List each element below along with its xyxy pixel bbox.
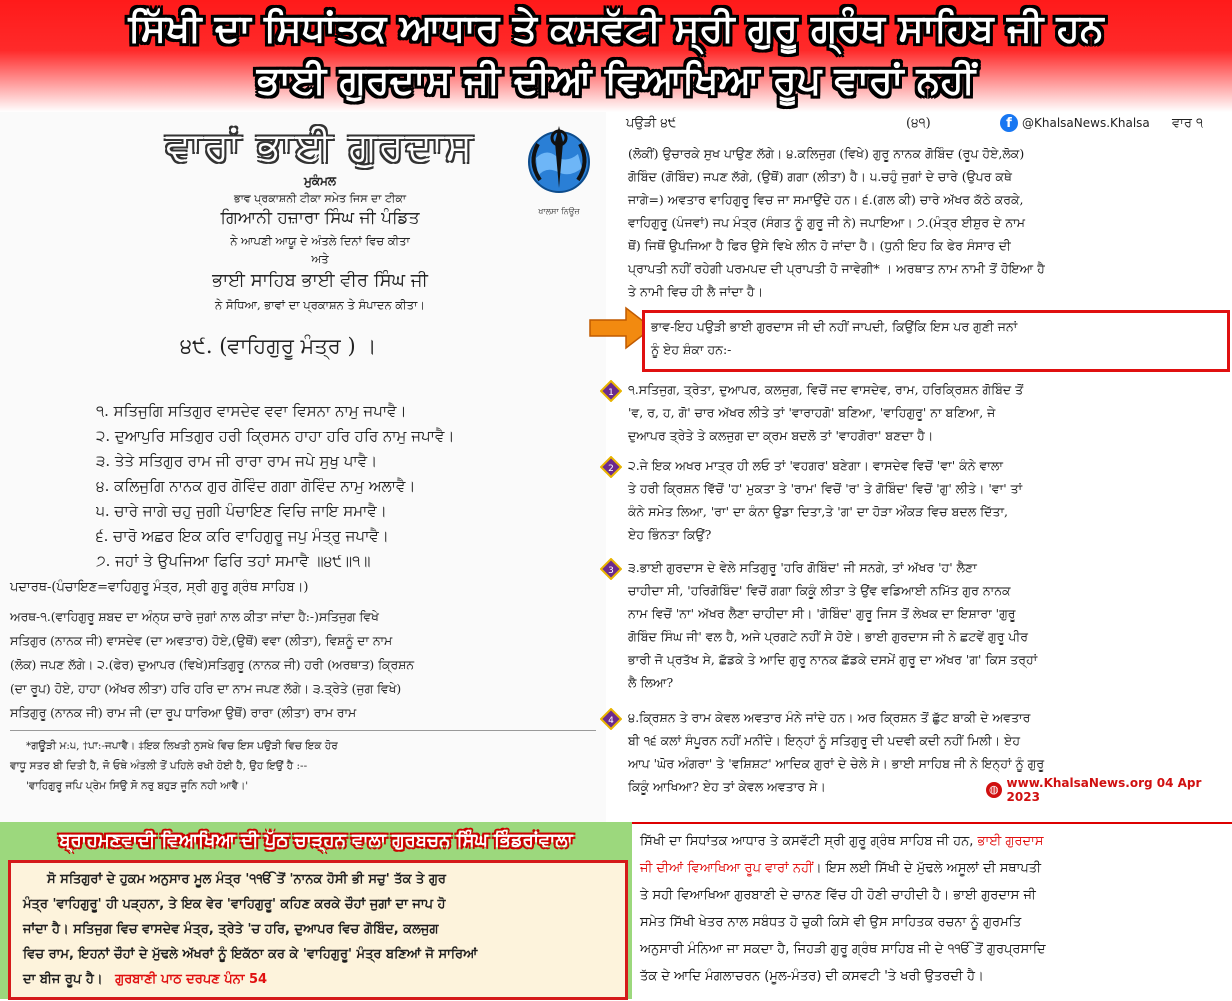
verse-line: ੪. ਕਲਿਜੁਗਿ ਨਾਨਕ ਗੁਰ ਗੋਵਿੰਦ ਗਗਾ ਗੋਵਿੰਦ ਨਾਮੁ ਅਲਾਵੈ।: [96, 477, 416, 495]
question-3-line: ੩.ਭਾਈ ਗੁਰਦਾਸ ਦੇ ਵੇਲੇ ਸਤਿਗੁਰੂ 'ਹਰਿ ਗੋਬਿੰਦ' ਜੀ ਸਨਗੇ, ਤਾਂ ਅੱਖਰ 'ਹ' ਲੈਣਾ: [628, 560, 977, 575]
book-line-c: ਅਤੇ: [311, 252, 329, 266]
verse-line: ੬. ਚਾਰੋ ਅਛਰ ਇਕ ਕਰਿ ਵਾਹਿਗੁਰੂ ਜਪੁ ਮੰਤ੍ਰੁ ਜਪਾਵੈ।: [96, 527, 389, 545]
bhav-highlight-box: [642, 310, 1230, 372]
quote-source: ਗੁਰਬਾਣੀ ਪਾਠ ਦਰਪਣ ਪੰਨਾ 54: [115, 972, 268, 987]
arth-line: (ਲੋਕ) ਜਪਣ ਲੱਗੇ। ੨.(ਫੇਰ) ਦੁਆਪਰ (ਵਿਖੇ)ਸਤਿਗੁਰੂ (ਨਾਨਕ ਜੀ) ਹਰੀ (ਅਰਥਾਤ) ਕ੍ਰਿਸ਼ਨ: [10, 658, 414, 672]
question-1-line: ਦੁਆਪਰ ਤ੍ਰੇਤੇ ਤੇ ਕਲਜੁਗ ਦਾ ਕ੍ਰਮ ਬਦਲੋ ਤਾਂ 'ਵਾਹਗੋਰਾ' ਬਣਦਾ ਹੈ।: [628, 428, 934, 443]
book-line-a: ਭਾਵ ਪ੍ਰਕਾਸ਼ਨੀ ਟੀਕਾ ਸਮੇਤ ਜਿਸ ਦਾ ਟੀਕਾ: [234, 192, 406, 205]
badge-diamond-2: [600, 456, 622, 478]
conclusion-text: । ਇਸ ਲਈ ਸਿੱਖੀ ਦੇ ਮੁੱਢਲੇ ਅਸੂਲਾਂ ਦੀ ਸਥਾਪਤੀ: [812, 861, 1041, 876]
footnote-line: ਵਾਧੂ ਸਤਰ ਬੀ ਦਿਤੀ ਹੈ, ਜੋ ਓਥੇ ਅੰਤਲੀ ਤੋਂ ਪਹਿਲੇ ਰਖੀ ਹੋਈ ਹੈ, ਉਹ ਇਉਂ ਹੈ :--: [10, 760, 308, 772]
footnote-line: 'ਵਾਹਿਗੁਰੂ ਜਪਿ ਪ੍ਰੇਮ ਸਿਉ ਸੋ ਨਰੁ ਬਹੁੜ ਜੂਨਿ ਨਹੀ ਆਵੈ।': [26, 780, 249, 792]
question-1-line: ੧.ਸਤਿਜੁਗ, ਤ੍ਰੇਤਾ, ਦੁਆਪਰ, ਕਲਜੁਗ, ਵਿਚੋਂ ਜਦ ਵਾਸਦੇਵ, ਰਾਮ, ਹਰਿਕ੍ਰਿਸ਼ਨ ਗੋਬਿੰਦ ਤੋਂ: [628, 382, 1024, 397]
globe-icon: ◍: [986, 782, 1002, 798]
book-author-1: ਗਿਆਨੀ ਹਜ਼ਾਰਾ ਸਿੰਘ ਜੀ ਪੰਡਿਤ: [220, 208, 420, 228]
arth-line: ਸਤਿਗੁਰੂ (ਨਾਨਕ ਜੀ) ਰਾਮ ਜੀ (ਦਾ ਰੂਪ ਧਾਰਿਆ ਉਥੋਂ) ਰਾਰਾ (ਲੀਤਾ) ਰਾਮ ਰਾਮ: [10, 706, 357, 720]
verse-line: ੧. ਸਤਿਜੁਗਿ ਸਤਿਗੁਰ ਵਾਸਦੇਵ ਵਵਾ ਵਿਸਨਾ ਨਾਮੁ ਜਪਾਵੈ।: [96, 402, 407, 420]
social-handle-text: @KhalsaNews.Khalsa: [1022, 116, 1150, 130]
intro-line: ਜਾਗੇ=) ਅਵਤਾਰ ਵਾਹਿਗੁਰੂ ਵਿਚ ਜਾ ਸਮਾਉਂਦੇ ਹਨ। ੬.(ਗਲ ਕੀ) ਚਾਰੇ ਅੱਖਰ ਕੱਠੇ ਕਰਕੇ,: [628, 192, 1024, 207]
pauri-heading: ੪੯. (ਵਾਹਿਗੁਰੂ ਮੰਤ੍ਰ ) ।: [180, 334, 377, 358]
quote-panel: [0, 822, 632, 999]
question-2-line: ਏਹ ਭਿੰਨਤਾ ਕਿਉਂ?: [628, 527, 712, 542]
book-scan-right: [606, 112, 1232, 822]
arth-line: (ਦਾ ਰੂਪ) ਹੋਏ, ਹਾਹਾ (ਅੱਖਰ ਲੀਤਾ) ਹਰਿ ਹਰਿ ਦਾ ਨਾਮ ਜਪਣ ਲੱਗੇ। ੩.ਤ੍ਰੇਤੇ (ਜੁਗ ਵਿਖੇ): [10, 682, 402, 696]
bhav-line: ਭਾਵ-ਇਹ ਪਉੜੀ ਭਾਈ ਗੁਰਦਾਸ ਜੀ ਦੀ ਨਹੀਂ ਜਾਪਦੀ, ਕਿਉਂਕਿ ਇਸ ਪਰ ਗੁਣੀ ਜਨਾਂ: [651, 319, 1018, 334]
facebook-icon: f: [1000, 114, 1018, 132]
badge-diamond-3: [600, 558, 622, 580]
khalsa-news-logo: [516, 118, 602, 226]
page-number: (੪੧): [906, 116, 931, 131]
intro-line: ਵਾਹਿਗੁਰੂ (ਪੰਜਵਾਂ) ਜਪ ਮੰਤ੍ਰ (ਸੰਗਤ ਨੂੰ ਗੁਰੂ ਜੀ ਨੇ) ਜਪਾਇਆ। ੭.(ਮੰਤ੍ਰ ਈਸ਼ੁਰ ਦੇ ਨਾਮ: [628, 215, 1025, 230]
question-2-line: ਕੰਨੇ ਸਮੇਤ ਲਿਆ, 'ਰਾ' ਦਾ ਕੰਨਾ ਉਡਾ ਦਿਤਾ,ਤੇ 'ਗ' ਦਾ ਹੋੜਾ ਔਂਕੜ ਵਿਚ ਬਦਲ ਦਿੱਤਾ,: [628, 504, 1009, 519]
book-title: ਵਾਰਾਂ ਭਾਈ ਗੁਰਦਾਸ: [165, 124, 475, 170]
verse-line: ੫. ਚਾਰੇ ਜਾਗੇ ਚਹੁ ਜੁਗੀ ਪੰਚਾਇਣ ਵਿਚਿ ਜਾਇ ਸਮਾਵੈ।: [96, 502, 387, 520]
quote-line: ਵਿਚ ਰਾਮ, ਇਹਨਾਂ ਚੌਹਾਂ ਦੇ ਮੁੱਢਲੇ ਅੱਖਰਾਂ ਨੂੰ ਇਕੱਠਾ ਕਰ ਕੇ 'ਵਾਹਿਗੁਰੂ' ਮੰਤ੍ਰ ਬਣਿਆਂ ਜੋ ਸਾਰਿਆਂ: [23, 947, 478, 962]
badge-number: 1: [608, 388, 614, 398]
question-4-line: ਆਪ 'ਘੋਰ ਅੰਗਰਾ' ਤੇ 'ਵਸ਼ਿਸ਼ਟ' ਆਦਿਕ ਗੁਰਾਂ ਦੇ ਚੇਲੇ ਸੇ। ਭਾਈ ਸਾਹਿਬ ਜੀ ਨੇ ਇਨ੍ਹਾਂ ਨੂੰ ਗੁਰੂ: [628, 756, 1045, 771]
quote-box: [8, 860, 628, 1000]
question-2-line: ਤੇ ਹਰੀ ਕ੍ਰਿਸ਼ਨ ਵਿੱਚੋਂ 'ਹ' ਮੁਕਤਾ ਤੇ 'ਰਾਮ' ਵਿਚੋਂ 'ਰ' ਤੇ ਗੋਬਿੰਦ' ਵਿਚੋਂ 'ਗੁ' ਲੀਤੇ। 'ਵਾ' ਤਾਂ: [628, 481, 1023, 496]
question-3-line: ਨਾਮ ਵਿਚੋਂ 'ਨਾ' ਅੱਖਰ ਲੈਣਾ ਚਾਹੀਦਾ ਸੀ। 'ਗੋਬਿੰਦ' ਗੁਰੂ ਜਿਸ ਤੋਂ ਲੇਖਕ ਦਾ ਇਸ਼ਾਰਾ 'ਗੁਰੂ: [628, 606, 1016, 621]
title-banner: [0, 0, 1232, 112]
footnote-line: *ਗਊੜੀ ਮ:੫, †ਪਾ:-ਜਪਾਵੈ। ‡ਇਕ ਲਿਖਤੀ ਨੁਸਖੇ ਵਿਚ ਇਸ ਪਉੜੀ ਵਿਚ ਇਕ ਹੋਰ: [26, 740, 338, 752]
badge-diamond-4: [600, 708, 622, 730]
question-3-line: ਲੈ ਲਿਆ?: [628, 675, 674, 690]
question-3-line: ਗੋਬਿੰਦ ਸਿੰਘ ਜੀ' ਵਲ ਹੈ, ਅਜੇ ਪ੍ਰਗਟੇ ਨਹੀਂ ਸੇ ਹੋਏ। ਭਾਈ ਗੁਰਦਾਸ ਜੀ ਨੇ ਛਟਵੇਂ ਗੁਰੂ ਪੀਰ: [628, 629, 1028, 644]
banner-line-2: ਭਾਈ ਗੁਰਦਾਸ ਜੀ ਦੀਆਂ ਵਿਆਖਿਆ ਰੂਪ ਵਾਰਾਂ ਨਹੀਂ: [256, 58, 976, 102]
website-text: www.KhalsaNews.org 04 Apr 2023: [1006, 776, 1202, 804]
padarth-line: ਪਦਾਰਥ-(ਪੰਚਾਇਣ=ਵਾਹਿਗੁਰੂ ਮੰਤ੍ਰ, ਸ੍ਰੀ ਗੁਰੂ ਗ੍ਰੰਥ ਸਾਹਿਬ।): [10, 580, 309, 595]
book-line-d: ਨੇ ਸੋਧਿਆ, ਭਾਵਾਂ ਦਾ ਪ੍ਰਕਾਸ਼ਨ ਤੇ ਸੰਪਾਦਨ ਕੀਤਾ।: [215, 298, 425, 312]
conclusion-panel: [632, 822, 1232, 1001]
conclusion-line: [640, 828, 1226, 855]
logo-text: ਖਾਲਸਾ ਨਿਊਜ਼: [538, 207, 580, 216]
quote-line: ਜਾਂਦਾ ਹੈ। ਸਤਿਜੁਗ ਵਿਚ ਵਾਸਦੇਵ ਮੰਤ੍ਰ, ਤ੍ਰੇਤੇ 'ਚ ਹਰਿ, ਦੁਆਪਰ ਵਿਚ ਗੋਬਿੰਦ, ਕਲਜੁਗ: [23, 922, 439, 937]
quote-line: ਮੰਤ੍ਰ 'ਵਾਹਿਗੁਰੂ' ਹੀ ਪੜ੍ਹਨਾ, ਤੇ ਇਕ ਵੇਰ 'ਵਾਹਿਗੁਰੂ' ਕਹਿਣ ਕਰਕੇ ਚੌਹਾਂ ਜੁਗਾਂ ਦਾ ਜਾਪ ਹੋ: [23, 897, 446, 912]
quote-last-text: ਦਾ ਬੀਜ ਰੂਪ ਹੈ।: [23, 972, 103, 987]
verse-line: ੭. ਜਹਾਂ ਤੇ ਉਪਜਿਆ ਫਿਰਿ ਤਹਾਂ ਸਮਾਵੈ ॥੪੯॥੧॥: [96, 552, 371, 570]
question-3-line: ਭਾਰੀ ਜੋ ਪ੍ਰਤੱਖ ਸੇ, ਛੱਡਕੇ ਤੇ ਆਦਿ ਗੁਰੂ ਨਾਨਕ ਛੱਡਕੇ ਦਸਮੇਂ ਗੁਰੂ ਦਾ ਅੱਖਰ 'ਗ' ਕਿਸ ਤਰ੍ਹਾਂ: [628, 652, 1038, 667]
quote-last-line: [23, 967, 617, 992]
intro-line: ਪ੍ਰਾਪਤੀ ਨਹੀਂ ਰਹੇਗੀ ਪਰਮਪਦ ਦੀ ਪ੍ਰਾਪਤੀ ਹੋ ਜਾਵੇਗੀ* । ਅਰਥਾਤ ਨਾਮ ਨਾਮੀ ਤੋਂ ਹੋਇਆ ਹੈ: [628, 261, 1045, 276]
quote-heading: ਬ੍ਰਾਹਮਣਵਾਦੀ ਵਿਆਖਿਆ ਦੀ ਪੁੱਠ ਚਾੜ੍ਹਨ ਵਾਲਾ ਗੁਰਬਚਨ ਸਿੰਘ ਭਿੰਡਰਾਂਵਾਲਾ: [59, 830, 573, 851]
book-line-b: ਨੇ ਆਪਣੀ ਆਯੂ ਦੇ ਅੰਤਲੇ ਦਿਨਾਂ ਵਿਚ ਕੀਤਾ: [230, 234, 410, 248]
intro-line: (ਲੋਕੀਂ) ਉਚਾਰਕੇ ਸੁਖ ਪਾਉਣ ਲੱਗੇ। ੪.ਕਲਿਜੁਗ (ਵਿਖੇ) ਗੁਰੂ ਨਾਨਕ ਗੋਬਿੰਦ (ਰੂਪ ਹੋਏ,ਲੋਕ): [628, 146, 1025, 161]
intro-line: ਗੋਬਿੰਦ (ਗੋਬਿੰਦ) ਜਪਣ ਲੱਗੇ, (ਉਥੋਂ) ਗਗਾ (ਲੀਤਾ) ਹੈ। ੫.ਚਹੁੰ ਜੁਗਾਂ ਦੇ ਚਾਰੇ (ਉਪਰ ਕਥੇ: [628, 169, 1012, 184]
book-scan-left: [0, 112, 606, 822]
arth-line: ਅਰਥ-੧.(ਵਾਹਿਗੁਰੂ ਸ਼ਬਦ ਦਾ ਅੰਨ੍ਯ ਚਾਰੇ ਜੁਗਾਂ ਨਾਲ ਕੀਤਾ ਜਾਂਦਾ ਹੈ:-)ਸਤਿਜੁਗ ਵਿਖੇ: [10, 610, 379, 624]
banner-line-1: ਸਿੱਖੀ ਦਾ ਸਿਧਾਂਤਕ ਆਧਾਰ ਤੇ ਕਸਵੱਟੀ ਸ੍ਰੀ ਗੁਰੂ ਗ੍ਰੰਥ ਸਾਹਿਬ ਜੀ ਹਨ: [128, 6, 1104, 50]
pauri-label: ਪਉੜੀ ੪੯: [626, 116, 677, 131]
bhav-line: ਨੂੰ ਏਹ ਸ਼ੰਕਾ ਹਨ:-: [651, 342, 732, 357]
badge-number: 4: [608, 716, 614, 726]
intro-line: ਤੇ ਨਾਮੀ ਵਿਚ ਹੀ ਲੈ ਜਾਂਦਾ ਹੈ।: [628, 284, 764, 299]
question-4-line: ਕਿਕੂੰ ਆਖਿਆ? ਏਹ ਤਾਂ ਕੇਵਲ ਅਵਤਾਰ ਸੇ।: [628, 779, 826, 794]
badge-diamond-1: [600, 380, 622, 402]
intro-line: ਥੋਂ) ਜਿਥੋਂ ਉਪਜਿਆ ਹੈ ਫਿਰ ਉਸੇ ਵਿਖੇ ਲੀਨ ਹੋ ਜਾਂਦਾ ਹੈ। (ਧੁਨੀ ਇਹ ਕਿ ਫੇਰ ਸੰਸਾਰ ਦੀ: [628, 238, 1011, 253]
conclusion-line: ਸਮੇਤ ਸਿੱਖੀ ਖੇਤਰ ਨਾਲ ਸਬੰਧਤ ਹੋ ਚੁਕੀ ਕਿਸੇ ਵੀ ਉਸ ਸਾਹਿਤਕ ਰਚਨਾ ਨੂੰ ਗੁਰਮਤਿ: [640, 915, 1022, 930]
conclusion-line: ਅਨੁਸਾਰੀ ਮੰਨਿਆ ਜਾ ਸਕਦਾ ਹੈ, ਜਿਹੜੀ ਗੁਰੂ ਗ੍ਰੰਥ ਸਾਹਿਬ ਜੀ ਦੇ ੧ੴ ਤੋਂ ਗੁਰਪ੍ਰਸਾਦਿ: [640, 942, 1046, 957]
book-author-2: ਭਾਈ ਸਾਹਿਬ ਭਾਈ ਵੀਰ ਸਿੰਘ ਜੀ: [212, 270, 428, 291]
book-subtitle: ਮੁਕੰਮਲ: [303, 174, 337, 188]
question-4-line: ੪.ਕ੍ਰਿਸ਼ਨ ਤੇ ਰਾਮ ਕੇਵਲ ਅਵਤਾਰ ਮੰਨੇ ਜਾਂਦੇ ਹਨ। ਅਰ ਕ੍ਰਿਸ਼ਨ ਤੋਂ ਛੁੱਟ ਬਾਕੀ ਦੇ ਅਵਤਾਰ: [628, 710, 1031, 725]
verse-line: ੩. ਤੇਤੇ ਸਤਿਗੁਰ ਰਾਮ ਜੀ ਰਾਰਾ ਰਾਮ ਜਪੇ ਸੁਖੁ ਪਾਵੈ।: [96, 452, 378, 470]
social-handle[interactable]: [1000, 114, 1150, 132]
verse-line: ੨. ਦੁਆਪੁਰਿ ਸਤਿਗੁਰ ਹਰੀ ਕ੍ਰਿਸਨ ਹਾਹਾ ਹਰਿ ਹਰਿ ਨਾਮੁ ਜਪਾਵੈ।: [96, 427, 455, 445]
question-4-line: ਬੀ ੧੬ ਕਲਾਂ ਸੰਪੂਰਨ ਨਹੀਂ ਮਨੀਂਦੇ। ਇਨ੍ਹਾਂ ਨੂੰ ਸਤਿਗੁਰੂ ਦੀ ਪਦਵੀ ਕਦੀ ਨਹੀਂ ਮਿਲੀ। ਏਹ: [628, 733, 1021, 748]
question-2-line: ੨.ਜੇ ਇਕ ਅਖਰ ਮਾਤ੍ਰ ਹੀ ਲਓ ਤਾਂ 'ਵਹਗਰ' ਬਣੇਗਾ। ਵਾਸਦੇਵ ਵਿਚੋਂ 'ਵਾ' ਕੰਨੇ ਵਾਲਾ: [628, 458, 1003, 473]
conclusion-line: [640, 855, 1226, 882]
conclusion-line: ਤੱਕ ਦੇ ਆਦਿ ਮੰਗਲਾਚਰਨ (ਮੂਲ-ਮੰਤਰ) ਦੀ ਕਸਵਟੀ 'ਤੇ ਖਰੀ ਉਤਰਦੀ ਹੈ।: [640, 969, 984, 984]
divider: [10, 730, 596, 731]
badge-number: 2: [608, 464, 614, 474]
arth-line: ਸਤਿਗੁਰ (ਨਾਨਕ ਜੀ) ਵਾਸਦੇਵ (ਦਾ ਅਵਤਾਰ) ਹੋਏ,(ਉਥੋਂ) ਵਵਾ (ਲੀਤਾ), ਵਿਸ਼ਨੂੰ ਦਾ ਨਾਮ: [10, 634, 393, 648]
conclusion-line: ਤੇ ਸਹੀ ਵਿਆਖਿਆ ਗੁਰਬਾਣੀ ਦੇ ਚਾਨਣ ਵਿੱਚ ਹੀ ਹੋਣੀ ਚਾਹੀਦੀ ਹੈ। ਭਾਈ ਗੁਰਦਾਸ ਜੀ: [640, 888, 1036, 903]
var-label: ਵਾਰ ੧: [1172, 116, 1204, 131]
conclusion-text: ਸਿੱਖੀ ਦਾ ਸਿਧਾਂਤਕ ਆਧਾਰ ਤੇ ਕਸਵੱਟੀ ਸ੍ਰੀ ਗੁਰੂ ਗ੍ਰੰਥ ਸਾਹਿਬ ਜੀ ਹਨ,: [640, 834, 974, 849]
quote-line: ਸੋ ਸਤਿਗੁਰਾਂ ਦੇ ਹੁਕਮ ਅਨੁਸਾਰ ਮੂਲ ਮੰਤ੍ਰ '੧ੴ ਤੋਂ 'ਨਾਨਕ ਹੋਸੀ ਭੀ ਸਚੁ' ਤੱਕ ਤੇ ਗੁਰ: [47, 872, 446, 887]
question-1-line: 'ਵ, ਰ, ਹ, ਗੋ' ਚਾਰ ਅੱਖਰ ਲੀਤੇ ਤਾਂ 'ਵਾਰਾਹਗੋ' ਬਣਿਆ, 'ਵਾਹਿਗੁਰੂ' ਨਾ ਬਣਿਆ, ਜੇ: [628, 405, 996, 420]
conclusion-highlight: ਭਾਈ ਗੁਰਦਾਸ: [977, 834, 1044, 849]
question-3-line: ਚਾਹੀਦਾ ਸੀ, 'ਹਰਿਗੋਬਿੰਦ' ਵਿਚੋਂ ਗਗਾ ਕਿਕੂੰ ਲੀਤਾ ਤੇ ਉਂਵ ਵਡਿਆਈ ਨਮਿੱਤ ਗੁਰ ਨਾਨਕ: [628, 583, 1011, 598]
conclusion-highlight: ਜੀ ਦੀਆਂ ਵਿਆਖਿਆ ਰੂਪ ਵਾਰਾਂ ਨਹੀਂ: [640, 861, 813, 876]
badge-number: 3: [608, 566, 614, 576]
website-footer[interactable]: [986, 776, 1232, 804]
